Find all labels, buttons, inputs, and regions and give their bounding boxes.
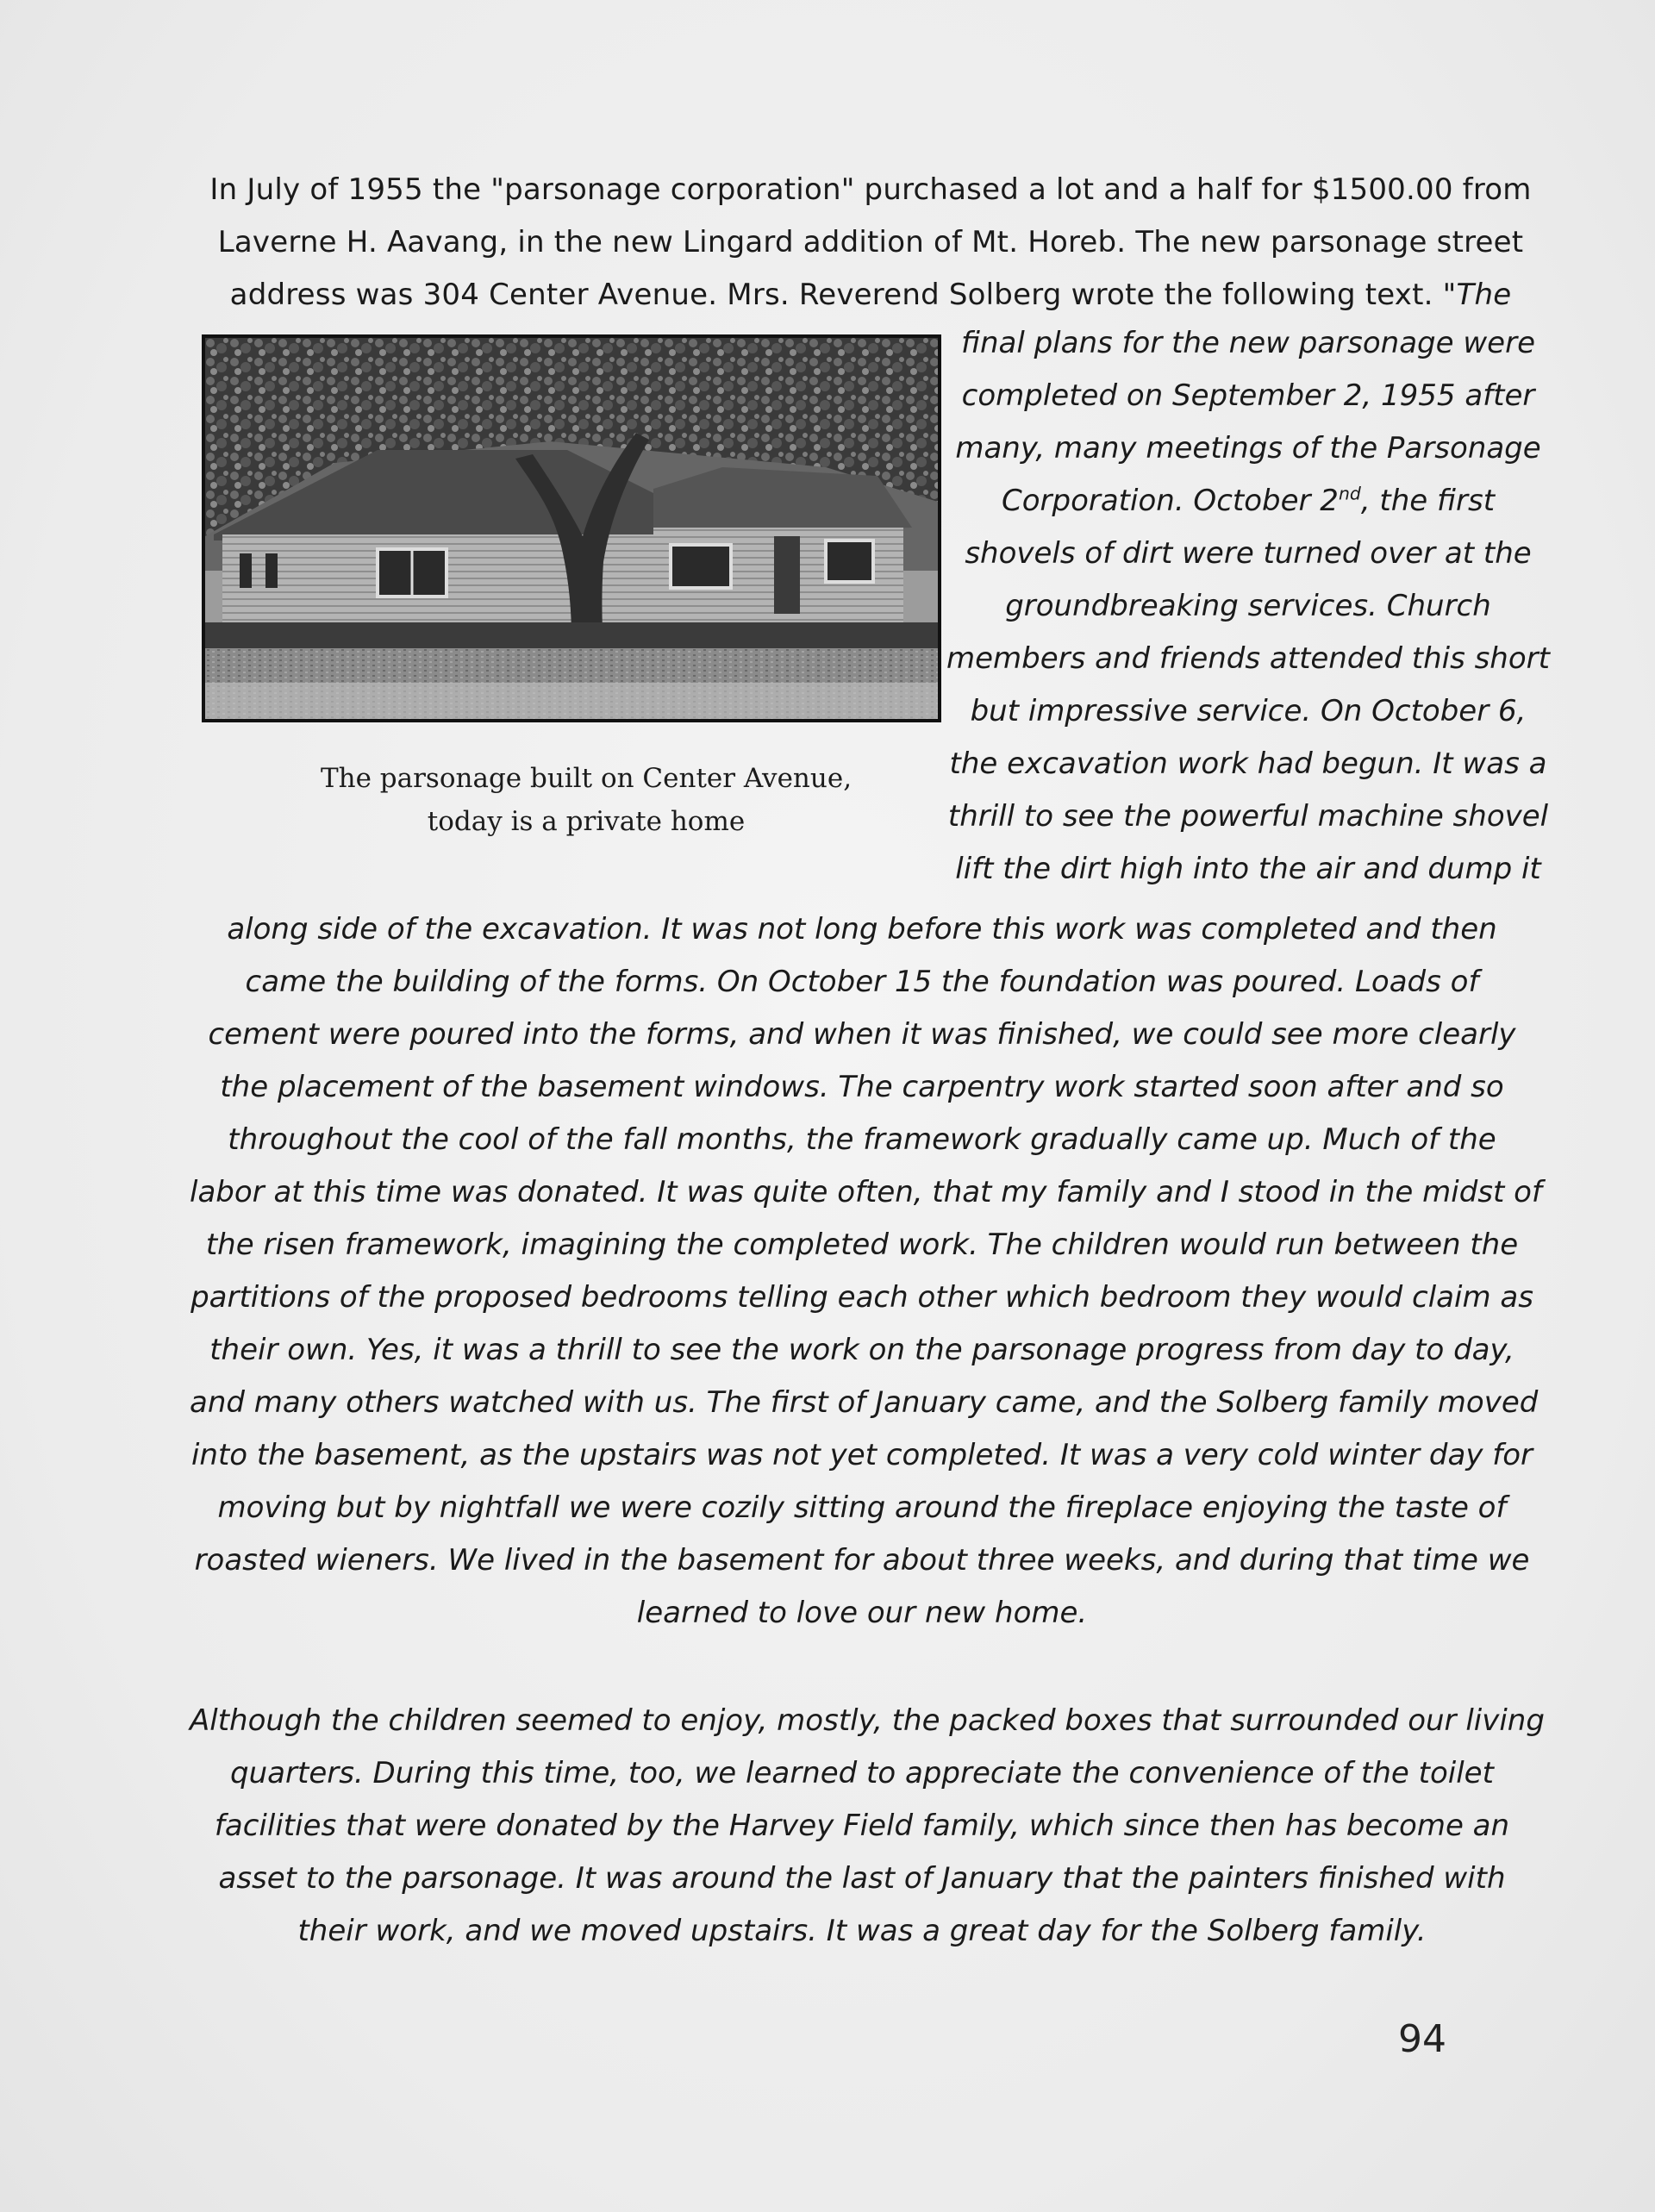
text-line: facilities that were donated by the Harvey Field family, which since then has become an: [214, 1809, 1510, 1843]
side-column-text: [946, 317, 1550, 896]
second-paragraph: [190, 1695, 1545, 1958]
text-line: many, many meetings of the Parsonage: [955, 431, 1541, 466]
text-line: into the basement, as the upstairs was not yet completed. It was a very cold winter day for: [190, 1438, 1533, 1472]
text-line: cement were poured into the forms, and when it was finished, we could see more clearly: [208, 1017, 1516, 1052]
intro-paragraph: [207, 164, 1534, 322]
text-line: their own. Yes, it was a thrill to see the work on the parsonage progress from day to day,: [209, 1333, 1514, 1367]
ordinal-suffix: nd: [1338, 483, 1361, 504]
text-line: labor at this time was donated. It was quite often, that my family and I stood in the midst of: [190, 1175, 1542, 1209]
text-line: and many others watched with us. The first of January came, and the Solberg family moved: [190, 1385, 1539, 1420]
text-line: moving but by nightfall we were cozily sitting around the fireplace enjoying the taste of: [217, 1490, 1507, 1525]
text-line: but impressive service. On October 6,: [970, 694, 1527, 728]
caption-line: today is a private home: [427, 806, 746, 837]
text-line: the placement of the basement windows. The carpentry work started soon after and so: [220, 1070, 1504, 1104]
intro-line: In July of 1955 the "parsonage corporation" purchased a lot and a half for $1500.00 from: [209, 172, 1532, 207]
main-paragraph: [190, 903, 1542, 1640]
text-line: groundbreaking services. Church: [1005, 589, 1491, 623]
text-line: the risen framework, imagining the completed work. The children would run between the: [205, 1228, 1519, 1262]
text-line: partitions of the proposed bedrooms telling each other which bedroom they would claim as: [190, 1280, 1533, 1315]
text-line: members and friends attended this short: [946, 641, 1550, 676]
text-line: thrill to see the powerful machine shovel: [947, 799, 1549, 834]
text-line: learned to love our new home.: [636, 1596, 1088, 1630]
page-number: 94: [1398, 2017, 1446, 2061]
text-line: quarters. During this time, too, we learned to appreciate the convenience of the toilet: [230, 1756, 1494, 1790]
intro-line: Laverne H. Aavang, in the new Lingard addition of Mt. Horeb. The new parsonage street: [217, 225, 1524, 259]
text-line: asset to the parsonage. It was around the last of January that the painters finished with: [218, 1861, 1506, 1896]
text-line: roasted wieners. We lived in the basement for about three weeks, and during that time we: [194, 1543, 1530, 1578]
text-line: the excavation work had begun. It was a: [949, 747, 1547, 781]
photo-caption: [259, 757, 914, 843]
intro-line-text: address was 304 Center Avenue. Mrs. Reverend Solberg wrote the following text.: [229, 278, 1433, 312]
text-line: shovels of dirt were turned over at the: [965, 536, 1532, 571]
intro-line: [207, 269, 1534, 322]
text-line: completed on September 2, 1955 after: [961, 378, 1535, 413]
text-line: lift the dirt high into the air and dump it: [955, 852, 1541, 886]
quote-start: "The: [1433, 278, 1512, 312]
text-line: final plans for the new parsonage were: [960, 326, 1535, 360]
parsonage-photo: [202, 334, 941, 722]
text-line: Although the children seemed to enjoy, mostly, the packed boxes that surrounded our living: [190, 1703, 1545, 1738]
house-photo-image: [205, 338, 938, 719]
text-line: throughout the cool of the fall months, the framework gradually came up. Much of the: [228, 1122, 1496, 1157]
text-line: Corporation. October 2nd, the first: [1001, 483, 1496, 518]
text-line: their work, and we moved upstairs. It was a great day for the Solberg family.: [297, 1914, 1427, 1948]
caption-line: The parsonage built on Center Avenue,: [320, 763, 852, 794]
text-line: along side of the excavation. It was not long before this work was completed and then: [227, 912, 1497, 947]
text-line: came the building of the forms. On October 15 the foundation was poured. Loads of: [245, 965, 1479, 999]
